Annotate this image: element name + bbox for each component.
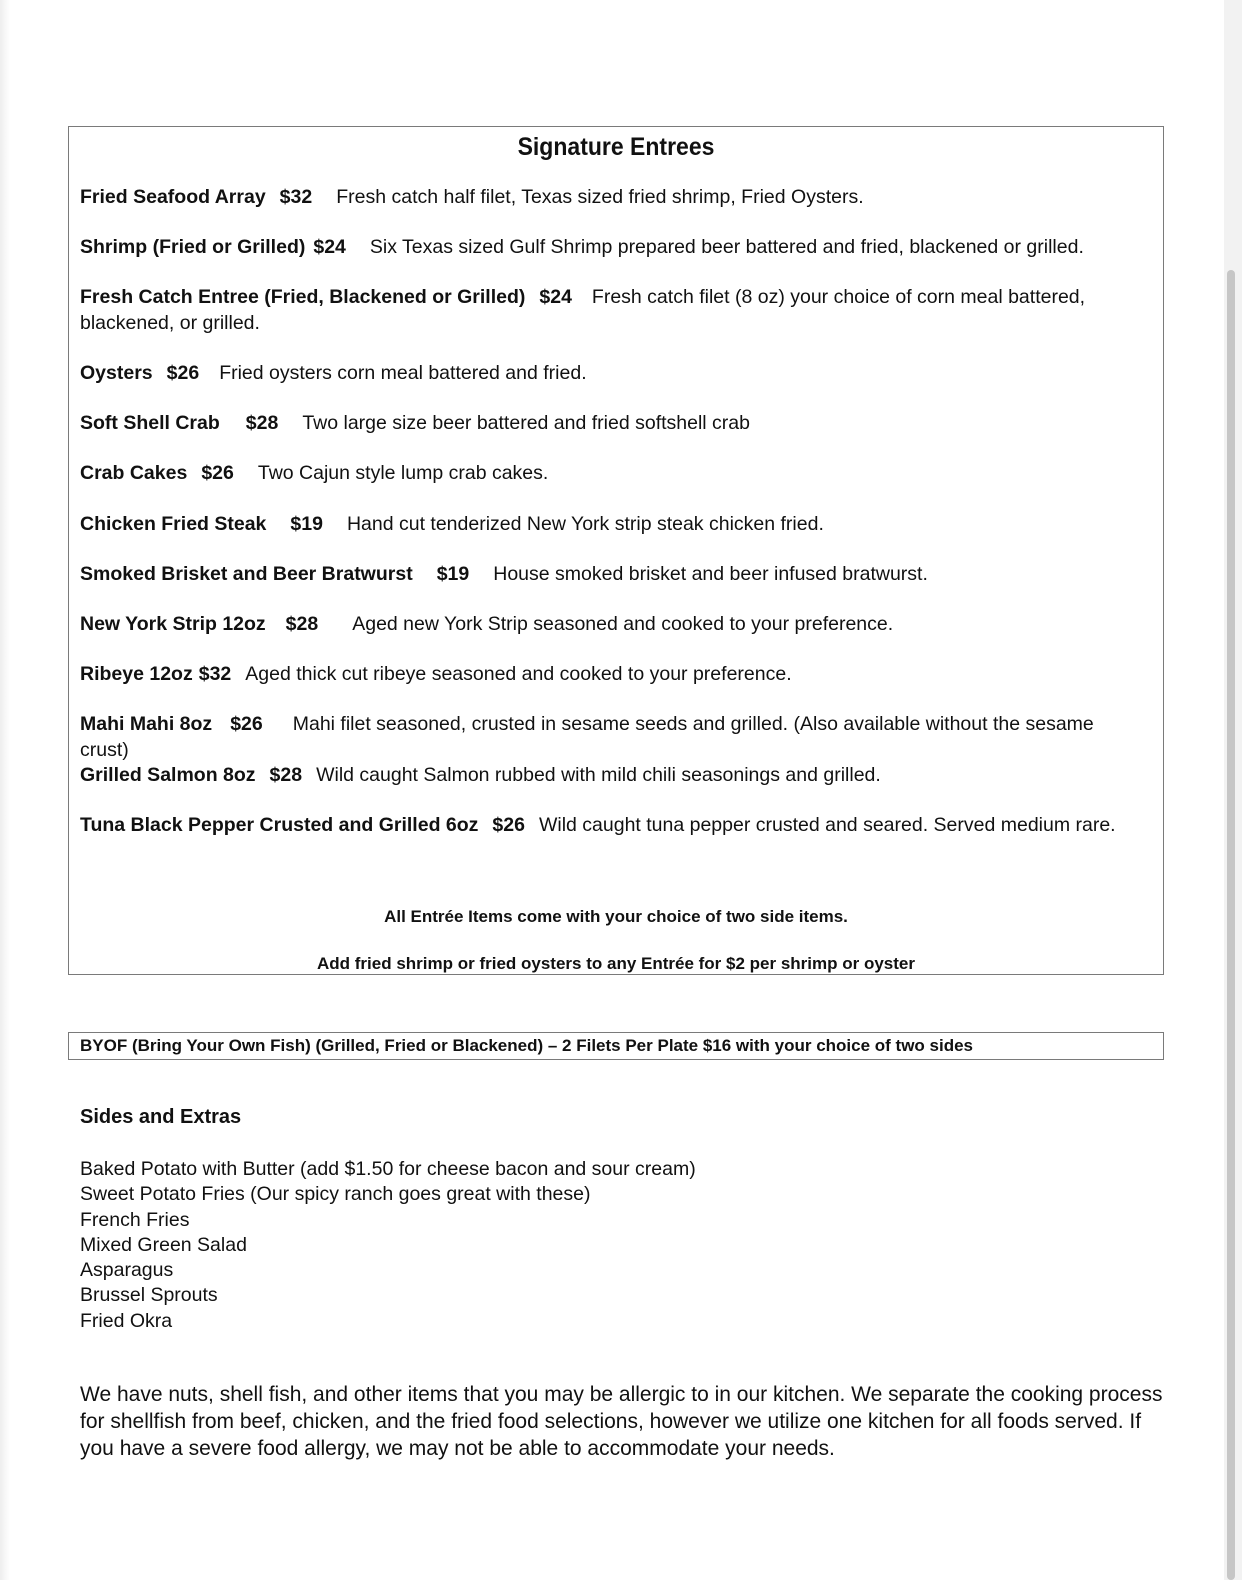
side-item: Fried Okra (80, 1309, 173, 1332)
sides-heading: Sides and Extras (80, 1106, 242, 1128)
entree-name: Soft Shell Crab (80, 412, 220, 434)
entree-description: House smoked brisket and beer infused bratwurst. (493, 563, 928, 585)
entree-description: Fresh catch half filet, Texas sized fried shrimp, Fried Oysters. (336, 186, 864, 208)
sides-included-note: All Entrée Items come with your choice of two side items. (384, 907, 848, 926)
sides-list (80, 1157, 696, 1334)
entree-name: Grilled Salmon 8oz (80, 764, 256, 786)
scrollbar-track[interactable] (1224, 0, 1242, 1580)
entree-description: Hand cut tenderized New York strip steak chicken fried. (346, 513, 824, 535)
entree-price: $26 (230, 713, 263, 735)
side-item: Baked Potato with Butter (add $1.50 for cheese bacon and sour cream) (80, 1158, 696, 1180)
allergy-notice: We have nuts, shell fish, and other items that you may be allergic to in our kitchen. We separate the cooking process for shellfish from beef, chicken, and the fried food selections, however we utilize one kitchen for all foods served. If you have a severe food allergy, we may not be able to accommodate your needs. (80, 1383, 1163, 1460)
entree-name: Shrimp (Fried or Grilled) (80, 236, 306, 258)
entree-item (80, 460, 1140, 486)
entree-description: Mahi filet seasoned, crusted in sesame seeds and grilled. (Also available without the sesame crust) (80, 713, 1094, 761)
entree-description: Two Cajun style lump crab cakes. (257, 462, 549, 484)
entree-name: Chicken Fried Steak (80, 513, 267, 535)
entree-description: Six Texas sized Gulf Shrimp prepared beer battered and fried, blackened or grilled. (369, 236, 1084, 258)
entree-item (80, 360, 1140, 386)
side-item: Mixed Green Salad (80, 1233, 247, 1256)
entree-price: $28 (245, 412, 279, 434)
entree-price: $26 (492, 814, 525, 836)
entree-item (80, 284, 1140, 336)
entree-description: Wild caught tuna pepper crusted and seared. Served medium rare. (538, 814, 1116, 836)
entree-price: $19 (436, 563, 470, 585)
entree-item (80, 410, 1140, 436)
entree-description: Fresh catch filet (8 oz) your choice of corn meal battered, blackened, or grilled. (80, 286, 1086, 334)
entree-item (80, 561, 1140, 587)
entree-description: Aged new York Strip seasoned and cooked to your preference. (352, 613, 894, 635)
section-title: Signature Entrees (517, 133, 715, 161)
entree-name: Tuna Black Pepper Crusted and Grilled 6oz (80, 814, 479, 836)
entree-item (80, 661, 1140, 687)
entree-name: Smoked Brisket and Beer Bratwurst (80, 563, 413, 585)
entree-price: $28 (269, 764, 303, 786)
entree-description: Fried oysters corn meal battered and fried. (219, 362, 587, 384)
entree-name: Crab Cakes (80, 462, 188, 484)
entree-price: $32 (198, 663, 232, 685)
entree-description: Aged thick cut ribeye seasoned and cooked to your preference. (245, 663, 792, 685)
scrollbar-thumb[interactable] (1227, 270, 1235, 1580)
entree-item (80, 762, 1140, 788)
side-item: Brussel Sprouts (80, 1284, 218, 1307)
side-item: Asparagus (80, 1259, 174, 1282)
signature-entrees-box (68, 126, 1164, 975)
entree-name: Fried Seafood Array (80, 186, 266, 208)
entree-description: Wild caught Salmon rubbed with mild chili seasonings and grilled. (316, 764, 881, 786)
entree-name: Oysters (80, 362, 153, 384)
entree-item (80, 611, 1140, 637)
side-item: Sweet Potato Fries (Our spicy ranch goes great with these) (80, 1183, 591, 1206)
entree-name: Fresh Catch Entree (Fried, Blackened or Grilled) (80, 286, 526, 308)
entree-price: $28 (285, 613, 319, 635)
entree-price: $24 (313, 236, 346, 258)
entree-price: $24 (539, 286, 572, 308)
entree-price: $19 (290, 513, 323, 535)
entree-description: Two large size beer battered and fried softshell crab (302, 412, 750, 434)
byof-banner: BYOF (Bring Your Own Fish) (Grilled, Fried or Blackened) – 2 Filets Per Plate $16 with your choice of two sides (68, 1032, 1164, 1060)
entree-item (80, 511, 1140, 537)
entree-name: Ribeye 12oz (80, 663, 193, 685)
side-item: French Fries (80, 1208, 190, 1231)
entree-price: $26 (201, 462, 234, 484)
entree-price: $32 (279, 186, 313, 208)
entree-item (80, 234, 1140, 260)
entree-item (80, 812, 1140, 838)
entree-item (80, 184, 1140, 210)
entree-price: $26 (166, 362, 200, 384)
entree-item (80, 711, 1140, 763)
add-on-note: Add fried shrimp or fried oysters to any Entrée for $2 per shrimp or oyster (317, 954, 915, 973)
entree-name: New York Strip 12oz (80, 613, 266, 635)
entree-name: Mahi Mahi 8oz (80, 713, 213, 735)
